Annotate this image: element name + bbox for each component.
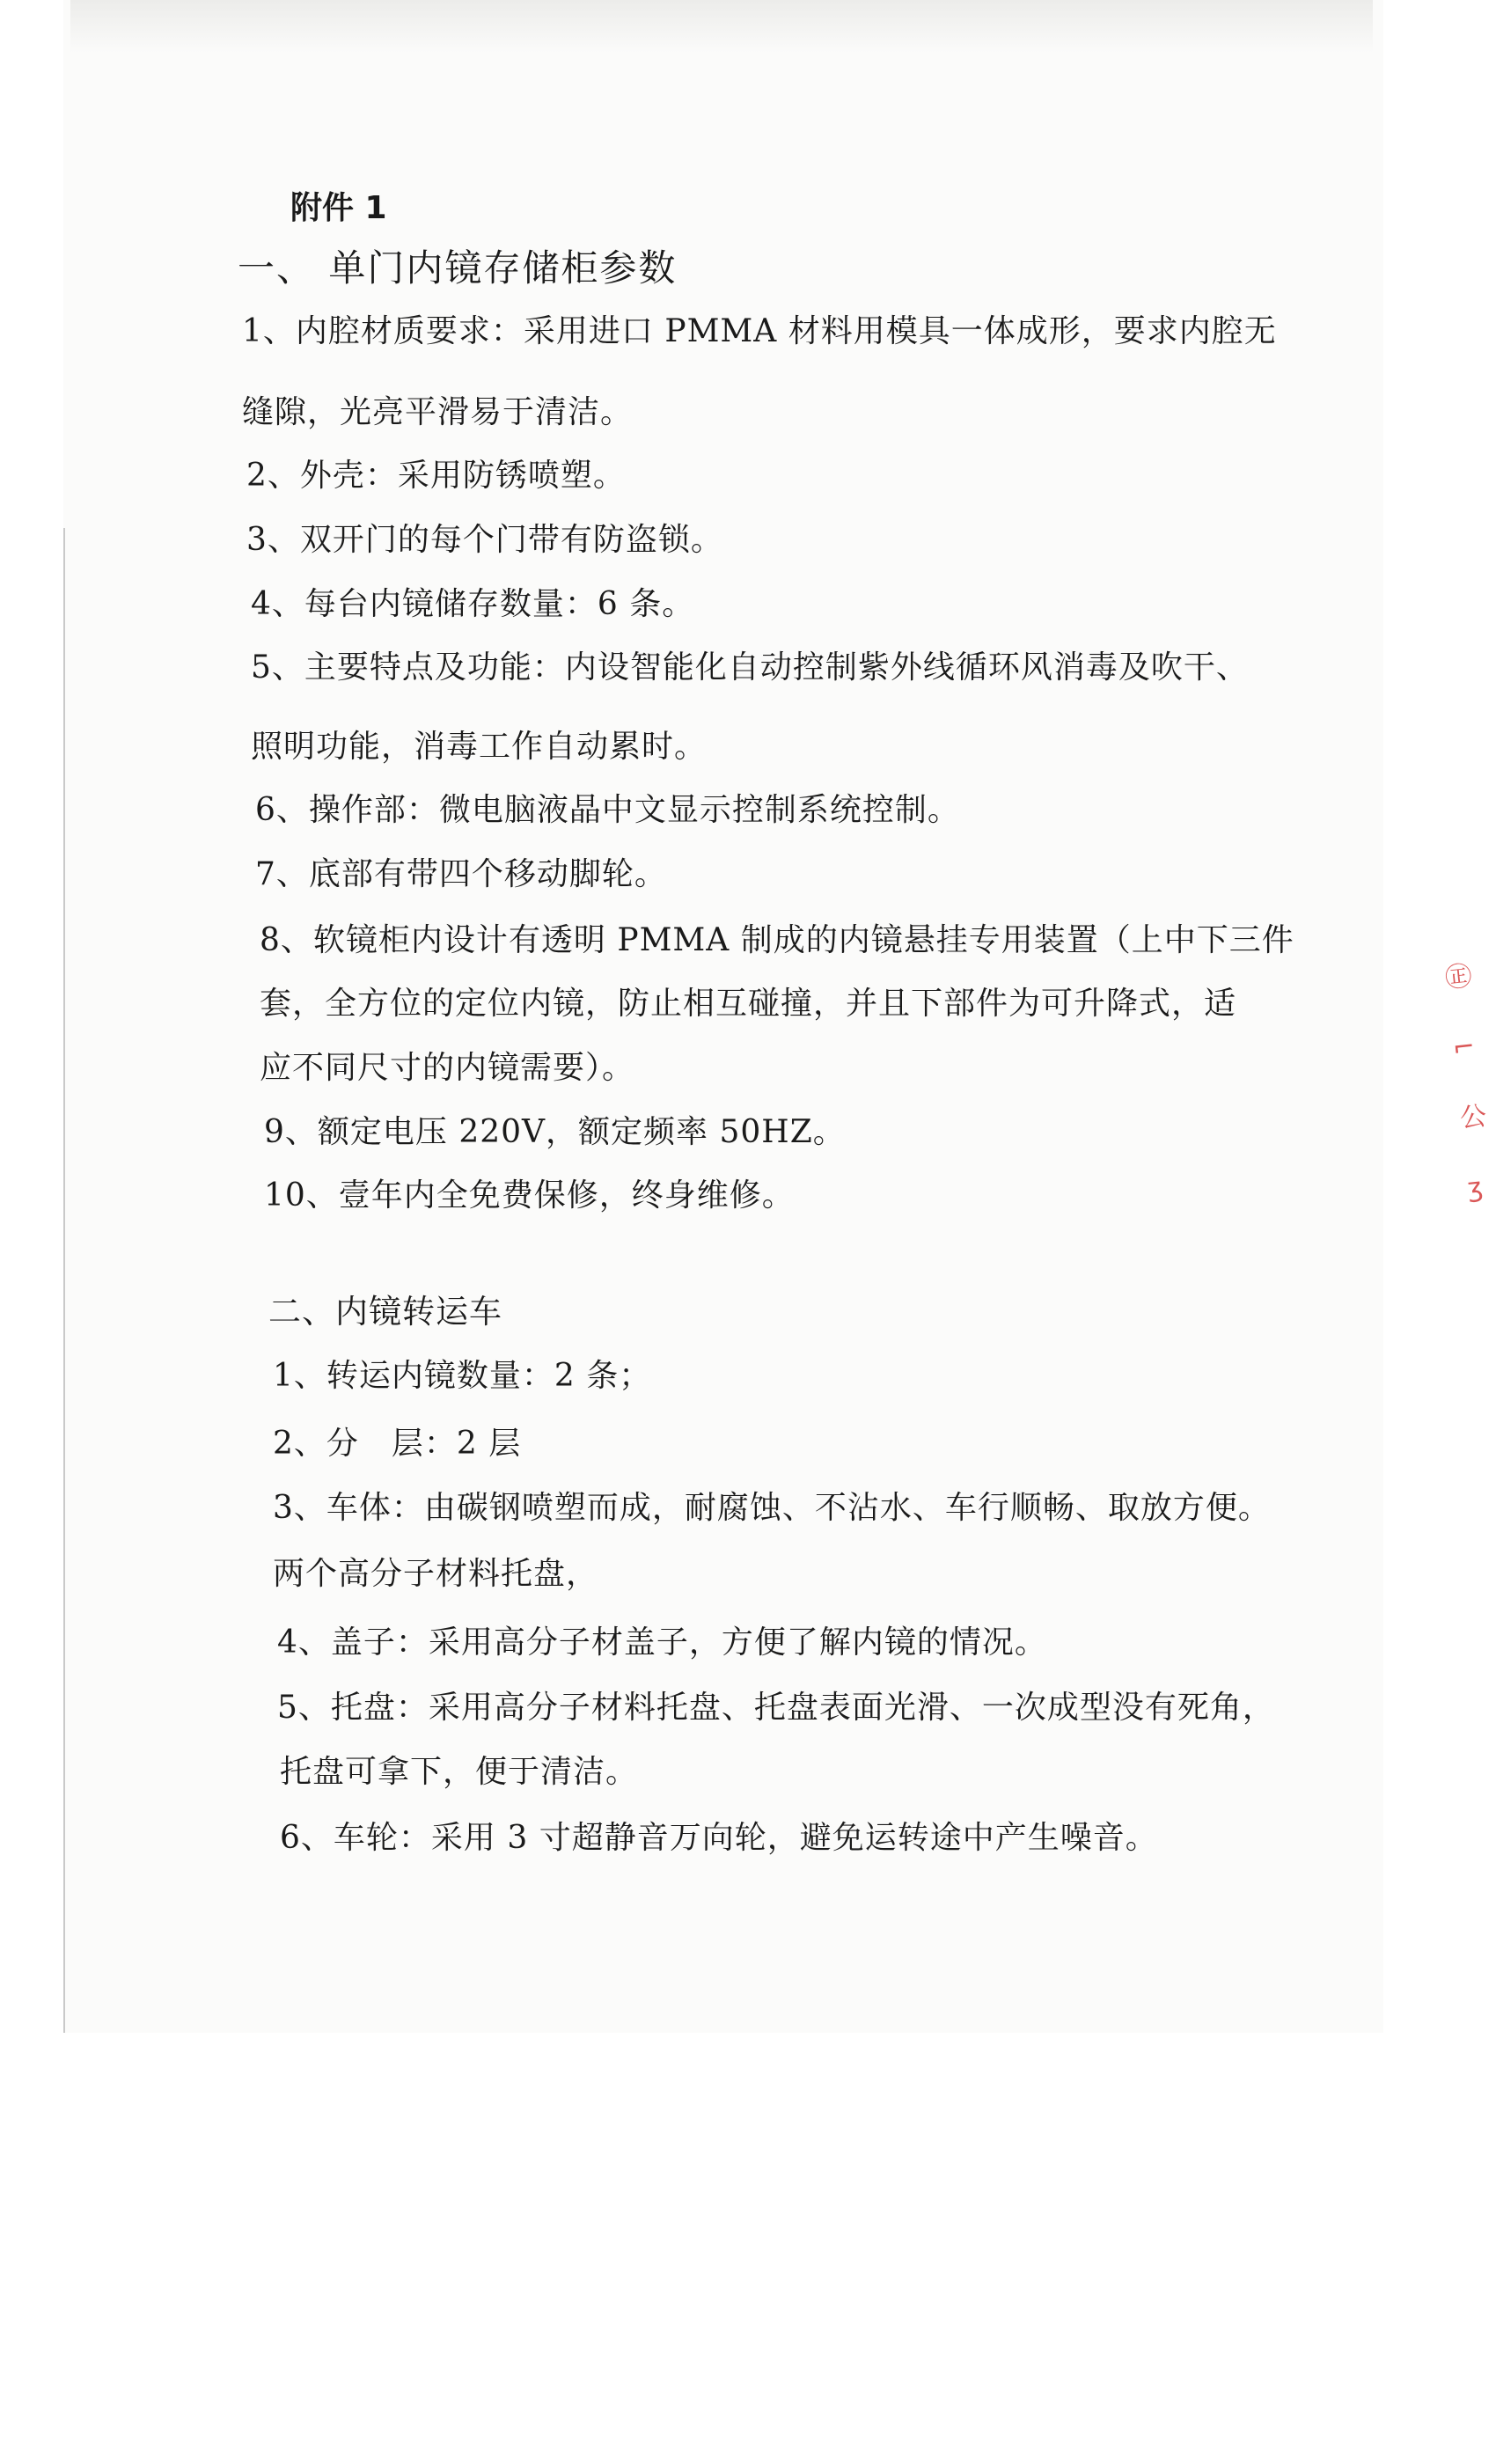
scan-edge [63, 528, 65, 2033]
section2-line: 6、车轮：采用 3 寸超静音万向轮，避免运转途中产生噪音。 [280, 1820, 1158, 1856]
section1-heading: 一、 单门内镜存储柜参数 [238, 246, 678, 290]
section2-line: 3、车体：由碳钢喷塑而成，耐腐蚀、不沾水、车行顺畅、取放方便。 [273, 1490, 1271, 1526]
section1-line: 缝隙，光亮平滑易于清洁。 [242, 394, 634, 430]
section2-line: 5、托盘：采用高分子材料托盘、托盘表面光滑、一次成型没有死角， [277, 1690, 1275, 1726]
section1-line: 应不同尺寸的内镜需要）。 [260, 1050, 635, 1086]
section1-line: 3、双开门的每个门带有防盗锁。 [246, 522, 723, 558]
section2-line: 两个高分子材料托盘， [273, 1556, 599, 1592]
section1-line: 8、软镜柜内设计有透明 PMMA 制成的内镜悬挂专用装置（上中下三件 [260, 922, 1294, 958]
section1-line: 4、每台内镜储存数量：6 条。 [251, 586, 695, 622]
section2-line: 托盘可拿下，便于清洁。 [280, 1754, 639, 1790]
section1-line: 9、额定电压 220V，额定频率 50HZ。 [264, 1114, 846, 1150]
section1-line: 7、底部有带四个移动脚轮。 [255, 856, 667, 892]
section1-line: 10、壹年内全免费保修，终身维修。 [264, 1177, 795, 1214]
section1-line: 照明功能，消毒工作自动累时。 [251, 729, 708, 765]
section1-line: 2、外壳：采用防锈喷塑。 [246, 458, 626, 494]
section2-line: 1、转运内镜数量：2 条； [273, 1358, 652, 1394]
seal-stamp-fragment: ㊣ ⌐ 公 ʒ [1443, 960, 1488, 1205]
scan-shadow [70, 0, 1373, 53]
section1-line: 1、内腔材质要求：采用进口 PMMA 材料用模具一体成形，要求内腔无 [242, 313, 1277, 349]
attachment-label: 附件 1 [290, 190, 387, 226]
section1-line: 套，全方位的定位内镜，防止相互碰撞，并且下部件为可升降式，适 [260, 986, 1237, 1022]
section1-line: 6、操作部：微电脑液晶中文显示控制系统控制。 [255, 792, 960, 828]
section2-line: 2、分 层：2 层 [273, 1426, 522, 1462]
section2-line: 4、盖子：采用高分子材盖子，方便了解内镜的情况。 [277, 1624, 1047, 1661]
section2-heading: 二、内镜转运车 [268, 1293, 502, 1331]
section1-line: 5、主要特点及功能：内设智能化自动控制紫外线循环风消毒及吹干、 [251, 649, 1249, 686]
